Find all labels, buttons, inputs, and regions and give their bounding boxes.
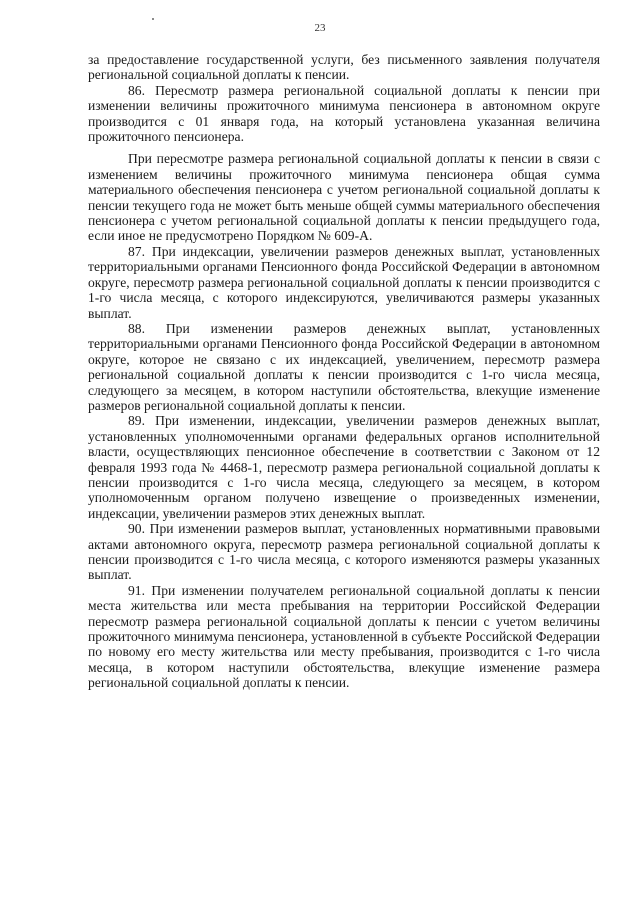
paragraph-90: 90. При изменении размеров выплат, установленных нормативными правовыми актами автономного округа, пересмотр размера региональной социальной доплаты к пенсии производится с 1-го числа месяца, с которого изменяются размеры указанных выплат. [88, 521, 600, 583]
paragraph-87: 87. При индексации, увеличении размеров денежных выплат, установленных территориальными органами Пенсионного фонда Российской Федерации в автономном округе, пересмотр размера региональной социальной доплаты к пенсии производится с 1-го числа месяца, с которого индексируются, увеличиваются размеры указанных выплат. [88, 243, 600, 321]
paragraph-91: 91. При изменении получателем региональной социальной доплаты к пенсии места жительства или места пребывания на территории Российской Федерации пересмотр размера региональной социальной доплаты к пенсии с учетом величины прожиточного минимума пенсионера, установленной в субъекте Российской Федерации по новому его месту жительства или месту пребывания, производится с 1-го числа месяца, в котором наступили обстоятельства, влекущие изменение размера региональной социальной доплаты к пенсии. [88, 582, 600, 691]
paragraph-86-note: При пересмотре размера региональной социальной доплаты к пенсии в связи с изменением величины прожиточного минимума пенсионера общая сумма материального обеспечения пенсионера с учетом региональной социальной доплаты к пенсии текущего года не может быть меньше общей суммы материального обеспечения пенсионера с учетом региональной социальной доплаты к пенсии предыдущего года, если иное не предусмотрено Порядком № 609-А. [88, 151, 600, 244]
paragraph-86: 86. Пересмотр размера региональной социальной доплаты к пенсии при изменении величины прожиточного минимума пенсионера в автономном округе производится с 01 января года, на который установлена указанная величина прожиточного пенсионера. [88, 82, 600, 145]
scan-speck [152, 18, 154, 20]
page-number: 23 [314, 22, 326, 34]
paragraph-89: 89. При изменении, индексации, увеличении размеров денежных выплат, установленных уполномоченными органами федеральных органов исполнительной власти, осуществляющих пенсионное обеспечение в соответствии с Законом от 12 февраля 1993 года № 4468-1, пересмотр размера региональной социальной доплаты к пенсии производится с 1-го числа месяца, следующего за месяцем, в котором уполномоченным органом получено извещение о произведенных изменении, индексации, увеличении размеров этих денежных выплат. [88, 413, 600, 521]
paragraph-continuation: за предоставление государственной услуги, без письменного заявления получателя региональной социальной доплаты к пенсии. [88, 52, 600, 83]
paragraph-88: 88. При изменении размеров денежных выплат, установленных территориальными органами Пенсионного фонда Российской Федерации в автономном округе, которое не связано с их индексацией, увеличением, пересмотр размера региональной социальной доплаты к пенсии производится с 1-го числа месяца, следующего за месяцем, в котором наступили обстоятельства, влекущие изменение размеров региональной социальной доплаты к пенсии. [88, 320, 600, 413]
